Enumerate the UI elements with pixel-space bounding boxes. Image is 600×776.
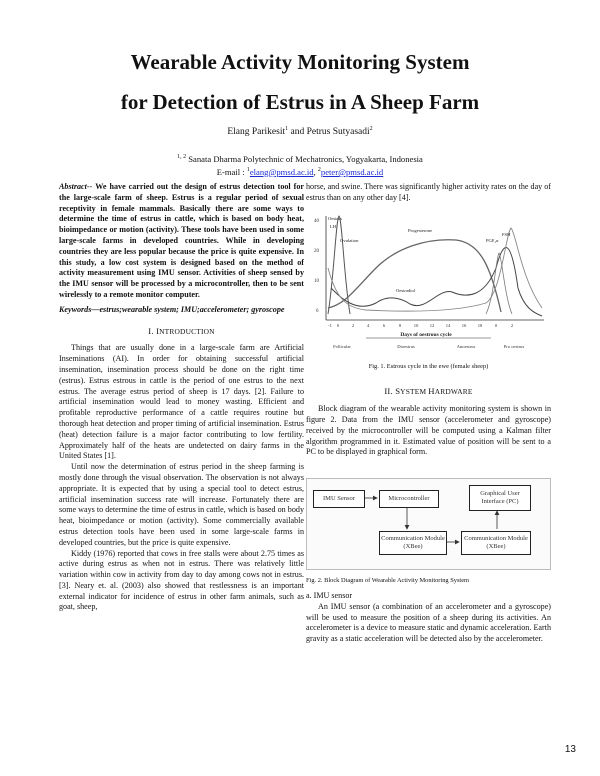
y-tick-label: 40: [314, 218, 319, 224]
page-number: 13: [564, 744, 576, 755]
block-display-label: Graphical User Interface (PC): [480, 490, 520, 506]
x-tick-label: 18: [477, 322, 483, 328]
block-imu-label: IMU Sensor: [323, 495, 355, 503]
progesterone-curve: [328, 239, 501, 311]
curve-label-lh: LH: [330, 223, 337, 229]
block-microcontroller: [379, 490, 439, 508]
abstract-text: We have carried out the design of estrus detection tool for the large-scale farm of sheep. Estrus is a regular period of sexual receptivity in female mammals. Basically there are some ways to determine the time of estrus in cattle, which is based on body heat, bioimpedance or motion (activity). These tools have been used in some large-scale farms in developed countries. While in developing countries they are less popular because the price is quite expensive. In this study, a low cost system is designed based on the method of activity measurement using IMU sensor. Activities of sheep sensed by the IMU sensor will be processed by a microcontroller, then to be sent wirelessly to a remote monitor computer.: [59, 182, 305, 299]
x-tick-label: 4: [366, 322, 370, 328]
x-tick-label: 8: [398, 322, 402, 328]
block-display: [469, 485, 531, 511]
phase-label: Dioestrus: [397, 343, 415, 349]
affiliation-line: [0, 152, 600, 165]
email-line: [0, 165, 600, 178]
author-line: [0, 126, 600, 137]
estrous-cycle-graph: [306, 208, 551, 356]
email-sup-1: 1: [246, 166, 250, 173]
figure-estrous-cycle: [306, 208, 551, 356]
abstract: [59, 182, 304, 301]
intro-paragraph-2: Until now the determination of estrus period in the sheep farming is mostly done through the visual observation. The observation is not always appropriate. It is expected that by using a special tool to detect estrus, artificial insemination success rate will increase. Fortunately there are some ways to determine the time of estrus in cattle, which is based on body heat, bioimpedance or motion (activity). Some commercially available estrus detection tools have been used in some large-scale farms in developed countries, but the price is quite expensive.: [59, 462, 304, 547]
email-separator: ,: [313, 166, 318, 177]
keywords: Keywords—estrus;wearable system; IMU;accelerometer; gyroscope: [59, 304, 285, 314]
y-tick-label: 6: [316, 308, 319, 314]
author-sup-1: 1: [285, 126, 289, 132]
block-comm2-label: Communication Module (XBee): [464, 535, 528, 551]
y-tick-label: 20: [314, 248, 319, 254]
x-tick-label: 10: [413, 322, 419, 328]
left-column: [59, 182, 304, 613]
phase-label: Anoestrus: [456, 343, 476, 349]
imu-paragraph: An IMU sensor (a combination of an accelerometer and a gyroscope) will be used to measure the position of a sheep during its activities. An accelerometer is a device to measure static and dynamic acceleration. Earth gravity as a static acceleration will be detected also by the accelerometer.: [306, 601, 551, 644]
block-comm1-label: Communication Module (XBee): [381, 535, 445, 551]
paper-title-line1: Wearable Activity Monitoring System: [130, 50, 470, 74]
x-tick-label: 0: [494, 322, 498, 328]
right-column: [306, 182, 551, 645]
block-communication-2: [461, 531, 531, 555]
block-imu-sensor: [313, 490, 365, 508]
curve-label-oestradiol: Oestradiol: [396, 287, 416, 293]
section-heading-system-hardware: [306, 386, 551, 398]
phase-label: Pro oestrus: [503, 343, 525, 349]
phase-label: Follicular: [333, 343, 351, 349]
x-tick-label: -1: [328, 322, 332, 328]
x-tick-label: 12: [429, 322, 435, 328]
curve-label-pgf: PGF₂α: [486, 237, 499, 243]
curve-label-fsh: FSH: [502, 231, 511, 237]
y-tick-label: 10: [314, 278, 319, 284]
intro-paragraph-3: Kiddy (1976) reported that cows in free stalls were about 2.75 times as active during estrus as when not in estrus. There was relatively little variation within cow in activity from day to day among cows not in estrus. [3]. Neary et. al. (2003) also showed that restlessness is an important external indicator for incidence of estrus in other farm animals, such as goat, sheep,: [59, 548, 304, 612]
author-and: and: [288, 127, 307, 138]
section1-num: I.: [148, 325, 154, 336]
hardware-paragraph: Block diagram of the wearable activity monitoring system is shown in figure 2. Data from the IMU sensor (accelerometer and gyroscope) received by the microcontroller will be computed using a Kalman filter algorithm programmed in it. Estimated value of position will be sent to a PC to be displayed in graphical form.: [306, 404, 551, 457]
section2-rest1: YSTEM: [400, 387, 429, 397]
section2-cap1: S: [395, 386, 401, 397]
author-name-2: Petrus Sutyasadi: [306, 127, 370, 138]
author-name-1: Elang Parikesit: [227, 127, 286, 138]
x-tick-label: 16: [461, 322, 467, 328]
x-tick-label: 0: [336, 322, 340, 328]
section1-cap: I: [156, 325, 160, 336]
email-link-1[interactable]: elang@pmsd.ac.id: [249, 166, 314, 177]
email-sup-2: 2: [317, 166, 321, 173]
section2-cap2: H: [428, 386, 435, 397]
intro-paragraph-1: Things that are usually done in a large-scale farm are Artificial Inseminations (AI). In order for obtaining successful artificial insemination, insemination process should be done on the right time (estrus). Estrus estrous in cattle is the period of one estrus to the next estrus. The average estrus period of sheep is 17 days. [2]. Failure to artificial insemination would lead to money wasting. Efficient and profitable reproductive performance of a cattle requires routine but thorough heat detection and proper timing of artificial insemination. Estrus (heat) detection failure is a major factor contributing to low fertility. Approximately half of the heats are undetected on dairy farms in the United States [1].: [59, 343, 304, 461]
email-prefix: E-mail :: [216, 166, 247, 177]
section-heading-introduction: [59, 326, 304, 338]
section1-rest: NTRODUCTION: [159, 326, 215, 336]
curve-label-progesterone: Progesterone: [408, 227, 432, 233]
figure-1-caption: Fig. 1. Estrous cycle in the ewe (female sheep): [368, 362, 489, 370]
section2-rest2: ARDWARE: [434, 387, 473, 397]
affiliation-sup: 1, 2: [177, 154, 187, 160]
section2-num: II.: [384, 386, 393, 397]
curve-label-ovulation: Ovulation: [340, 237, 359, 243]
figure-block-diagram: [306, 478, 551, 570]
email-link-2[interactable]: peter@pmsd.ac.id: [320, 166, 384, 177]
author-sup-2: 2: [369, 126, 373, 132]
subsection-imu-sensor: a. IMU sensor: [306, 590, 353, 600]
x-tick-label: 2: [351, 322, 355, 328]
abstract-lead: Abstract--: [59, 182, 96, 191]
curve-label-oestrus: Oestrus: [328, 215, 343, 221]
x-tick-label: 14: [445, 322, 451, 328]
intro-continuation: horse, and swine. There was significantly higher activity rates on the day of estrus than on any other day [4].: [306, 182, 551, 202]
lh-curve: [328, 216, 350, 314]
figure-2-caption: Fig. 2. Block Diagram of Wearable Activity Monitoring System: [306, 577, 470, 585]
x-tick-label: 6: [382, 322, 386, 328]
x-tick-label: 2: [510, 322, 514, 328]
affiliation: [0, 152, 600, 178]
x-axis-label: Days of oestrous cycle: [400, 331, 452, 338]
paper-title-line2: for Detection of Estrus in A Sheep Farm: [120, 90, 480, 114]
block-communication-1: [379, 531, 447, 555]
block-micro-label: Microcontroller: [388, 495, 430, 503]
affiliation-text: Sanata Dharma Polytechnic of Mechatronics, Yogyakarta, Indonesia: [186, 153, 423, 164]
